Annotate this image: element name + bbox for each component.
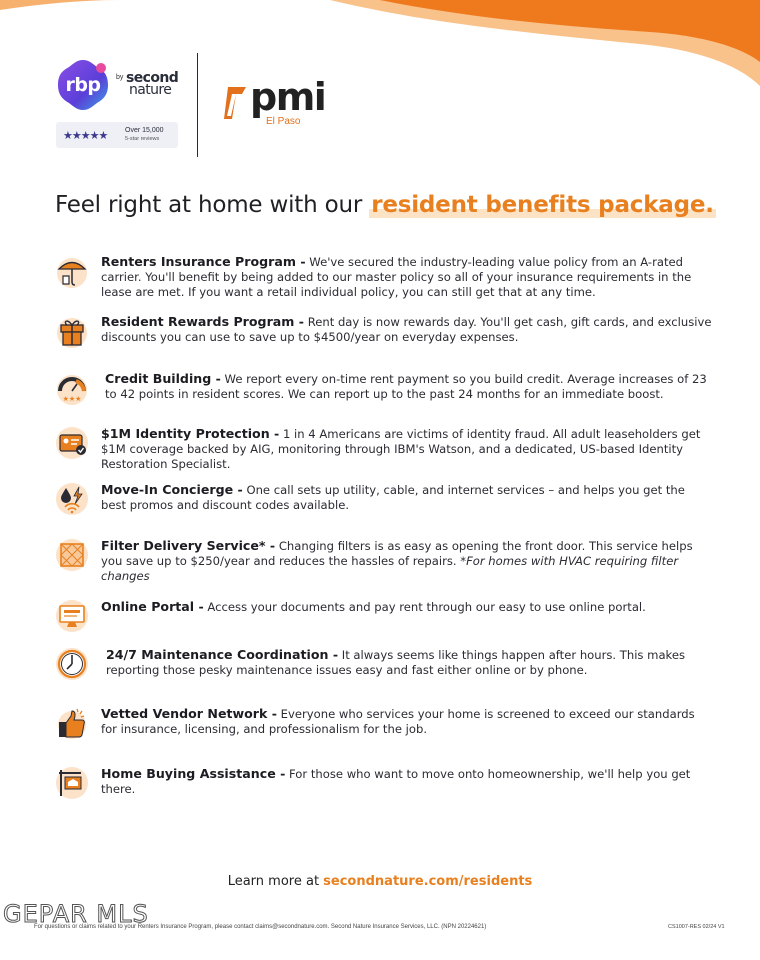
benefit-title: Vetted Vendor Network - [101, 706, 277, 721]
reviews-text [125, 127, 164, 143]
benefit-description: We've secured the industry-leading value policy from an A-rated carrier. You'll benefit by being added to our master policy so all of your insurance requirements in the lease are met. If you want a retail individual policy, you can still get that at any time. [101, 255, 692, 299]
pmi-logo-mark [222, 85, 248, 121]
benefit-title: Filter Delivery Service* - [101, 538, 276, 553]
benefit-text [101, 706, 713, 737]
umbrella-icon [55, 254, 89, 288]
benefit-text [101, 254, 713, 300]
benefit-title: Resident Rewards Program - [101, 314, 305, 329]
header-wave-decoration [0, 0, 760, 120]
benefit-description: Everyone who services your home is screened to exceed our standards for insurance, licensing, and professionalism for the job. [101, 707, 695, 736]
utilities-icon [55, 482, 89, 516]
page-title-prefix: Feel right at home with our [55, 192, 370, 218]
benefit-title: Credit Building - [105, 371, 221, 386]
computer-monitor-icon [55, 599, 89, 633]
identity-card-icon [55, 426, 89, 460]
learn-more-line [0, 874, 760, 889]
benefit-title: Online Portal - [101, 599, 204, 614]
document-code: CS1007-RES 02/24 V1 [668, 924, 725, 930]
benefit-text [101, 482, 713, 513]
benefit-description: Rent day is now rewards day. You'll get cash, gift cards, and exclusive discounts you can use to save up to $4500/year on everyday expenses. [101, 315, 712, 344]
mls-watermark: GEPAR MLS [3, 900, 149, 928]
benefit-text [101, 538, 713, 584]
benefit-title: 24/7 Maintenance Coordination - [106, 647, 339, 662]
air-filter-icon [55, 538, 89, 572]
benefit-title: $1M Identity Protection - [101, 426, 280, 441]
page-title [55, 192, 745, 218]
thumbs-up-icon [55, 706, 89, 740]
second-nature-line2: nature [129, 82, 172, 98]
benefit-text [101, 314, 713, 345]
benefit-text [105, 371, 717, 402]
svg-text:★★★: ★★★ [62, 395, 82, 403]
second-nature-logo [126, 72, 196, 96]
learn-more-link[interactable]: secondnature.com/residents [323, 874, 533, 889]
footer-disclaimer: For questions or claims related to your Renters Insurance Program, please contact claims@secondnature.com. Second Nature Insurance Services, LLC. (NPN 20224621) [34, 924, 487, 930]
benefit-description: 1 in 4 Americans are victims of identity fraud. All adult leaseholders get $1M coverage backed by AIG, monitoring through IBM's Watson, and a dedicated, US-based Identity Restoration Specialist. [101, 427, 701, 471]
reviews-subtitle: 5-star reviews [125, 136, 160, 142]
reviews-badge [56, 122, 178, 148]
credit-gauge-icon [55, 371, 89, 405]
benefit-description: For those who want to move onto homeownership, we'll help you get there. [101, 767, 691, 796]
benefit-text [101, 766, 713, 797]
benefit-description: One call sets up utility, cable, and internet services – and helps you get the best promos and discount codes available. [101, 483, 685, 512]
learn-more-prefix: Learn more at [227, 874, 324, 889]
page-title-highlight: resident benefits package. [371, 192, 714, 218]
benefit-title: Home Buying Assistance - [101, 766, 286, 781]
pmi-location: El Paso [266, 116, 301, 127]
pmi-logo-text: pmi [250, 75, 326, 119]
reviews-count: Over 15,000 [125, 127, 164, 134]
star-rating-icon: ★★★★★ [63, 129, 108, 142]
rbp-logo [56, 58, 110, 112]
rbp-by-label: by [116, 74, 124, 81]
benefit-description: We report every on-time rent payment so you build credit. Average increases of 23 to 42 points in resident scores. We can report up to the past 24 months for an immediate boost. [105, 372, 707, 401]
logo-divider [197, 53, 198, 157]
gift-icon [55, 314, 89, 348]
benefit-description: Changing filters is as easy as opening the front door. This service helps you save up to $250/year and reduces the hassles of repairs. [101, 539, 693, 568]
benefit-footnote: *For homes with HVAC requiring filter changes [101, 554, 679, 583]
benefit-text [101, 426, 713, 472]
benefit-text [101, 599, 713, 615]
benefit-description: Access your documents and pay rent through our easy to use online portal. [203, 600, 646, 614]
clock-icon [55, 647, 89, 681]
benefit-title: Renters Insurance Program - [101, 254, 306, 269]
rbp-logo-text: rbp [65, 74, 101, 96]
benefit-title: Move-In Concierge - [101, 482, 243, 497]
benefit-text [106, 647, 718, 678]
benefit-description: It always seems like things happen after hours. This makes reporting those pesky maintenance issues easy and fast either online or by phone. [106, 648, 686, 677]
house-sign-icon [55, 766, 89, 800]
second-nature-line1: second [126, 70, 179, 86]
